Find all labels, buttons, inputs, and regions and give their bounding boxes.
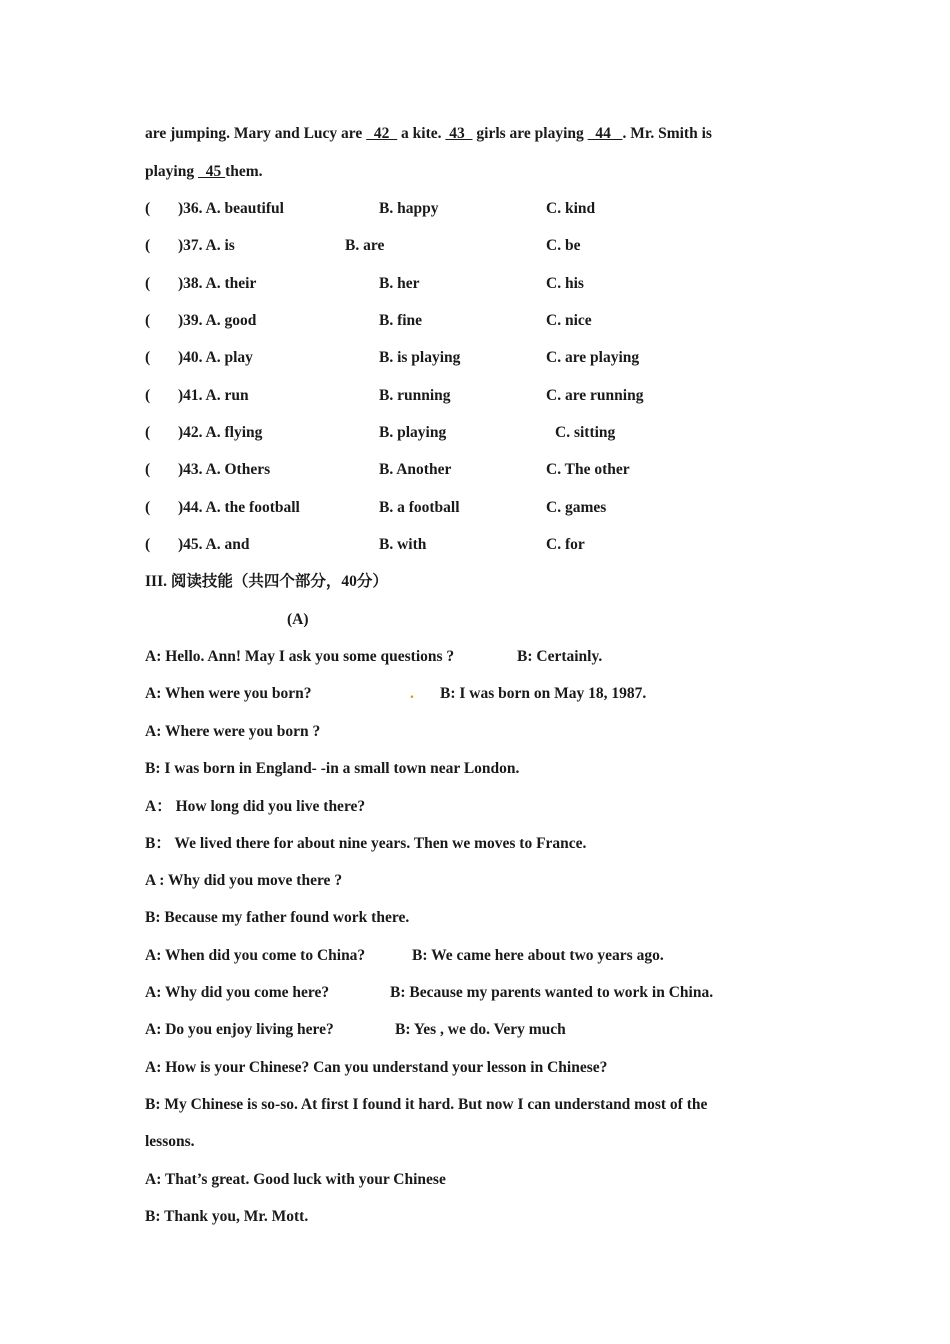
speaker-b-line: B: We came here about two years ago. — [412, 947, 664, 964]
dialogue-line: A： How long did you live there? — [145, 798, 366, 815]
cloze-text: are jumping. Mary and Lucy are — [145, 125, 367, 142]
speaker-a-line: A: When were you born? — [145, 685, 312, 702]
option-b: B. are — [345, 237, 385, 254]
option-a: )37. A. is — [178, 237, 235, 254]
dialogue-line: B: Because my father found work there. — [145, 909, 410, 926]
option-a: )40. A. play — [178, 349, 253, 366]
answer-paren: ( — [145, 237, 151, 254]
stray-dot: . — [410, 685, 414, 702]
speaker-b-line: B: Certainly. — [517, 648, 603, 665]
option-b: B. with — [379, 536, 427, 553]
answer-paren: ( — [145, 312, 151, 329]
dialogue-line: A: Where were you born ? — [145, 723, 321, 740]
speaker-b-line: B: Yes , we do. Very much — [395, 1021, 566, 1038]
dialogue-line — [145, 684, 647, 704]
option-c: C. kind — [546, 200, 596, 217]
option-b: B. her — [379, 275, 420, 292]
option-b: B. happy — [379, 200, 439, 217]
dialogue-line: A: That’s great. Good luck with your Chinese — [145, 1171, 446, 1188]
option-a: )42. A. flying — [178, 424, 263, 441]
option-a: )44. A. the football — [178, 499, 300, 516]
answer-paren: ( — [145, 275, 151, 292]
cloze-line-2 — [145, 162, 263, 182]
speaker-a-line: A: When did you come to China? — [145, 947, 366, 964]
option-c: C. The other — [546, 461, 630, 478]
dialogue-line — [145, 1020, 566, 1040]
blank-43: 43 — [445, 125, 473, 142]
speaker-a-line: A: Hello. Ann! May I ask you some questions ? — [145, 648, 455, 665]
cloze-text: a kite. — [397, 125, 446, 142]
option-b: B. Another — [379, 461, 452, 478]
option-a: )36. A. beautiful — [178, 200, 284, 217]
option-c: C. are running — [546, 387, 644, 404]
option-a: )43. A. Others — [178, 461, 271, 478]
dialogue-line — [145, 946, 664, 966]
blank-42: 42 — [366, 125, 398, 142]
speaker-a-line: A: Why did you come here? — [145, 984, 330, 1001]
cloze-text: . Mr. Smith is — [622, 125, 712, 142]
answer-paren: ( — [145, 499, 151, 516]
option-a: )45. A. and — [178, 536, 250, 553]
answer-paren: ( — [145, 536, 151, 553]
option-c: C. be — [546, 237, 581, 254]
answer-paren: ( — [145, 424, 151, 441]
option-a: )38. A. their — [178, 275, 257, 292]
answer-paren: ( — [145, 200, 151, 217]
speaker-b-line: B: Because my parents wanted to work in China. — [390, 984, 714, 1001]
option-c: C. for — [546, 536, 585, 553]
option-b: B. fine — [379, 312, 423, 329]
answer-paren: ( — [145, 461, 151, 478]
speaker-b-line: B: I was born on May 18, 1987. — [440, 685, 647, 702]
option-b: B. playing — [379, 424, 447, 441]
dialogue-line: A : Why did you move there ? — [145, 872, 343, 889]
dialogue-line: B: Thank you, Mr. Mott. — [145, 1208, 309, 1225]
blank-44: 44 — [587, 125, 623, 142]
option-c: C. nice — [546, 312, 592, 329]
option-c: C. his — [546, 275, 584, 292]
blank-45: 45 — [197, 163, 226, 180]
dialogue-line: B: My Chinese is so-so. At first I found it hard. But now I can understand most of the — [145, 1096, 708, 1113]
option-a: )41. A. run — [178, 387, 249, 404]
dialogue-line: B: I was born in England- -in a small town near London. — [145, 760, 520, 777]
option-c: C. games — [546, 499, 607, 516]
cloze-line-1 — [145, 124, 712, 144]
option-b: B. running — [379, 387, 451, 404]
dialogue-line: B： We lived there for about nine years. Then we moves to France. — [145, 835, 587, 852]
dialogue-line: lessons. — [145, 1133, 195, 1150]
cloze-text: girls are playing — [472, 125, 588, 142]
option-a: )39. A. good — [178, 312, 257, 329]
option-b: B. is playing — [379, 349, 461, 366]
dialogue-line — [145, 647, 603, 667]
section-title: III. 阅读技能（共四个部分，40分） — [145, 573, 388, 590]
section-subtitle: (A) — [287, 611, 309, 628]
option-b: B. a football — [379, 499, 460, 516]
speaker-a-line: A: Do you enjoy living here? — [145, 1021, 334, 1038]
cloze-text: them. — [225, 163, 263, 180]
answer-paren: ( — [145, 349, 151, 366]
option-c: C. are playing — [546, 349, 640, 366]
option-c: C. sitting — [555, 424, 616, 441]
answer-paren: ( — [145, 387, 151, 404]
dialogue-line — [145, 983, 714, 1003]
dialogue-line: A: How is your Chinese? Can you understand your lesson in Chinese? — [145, 1059, 608, 1076]
cloze-text: playing — [145, 163, 198, 180]
